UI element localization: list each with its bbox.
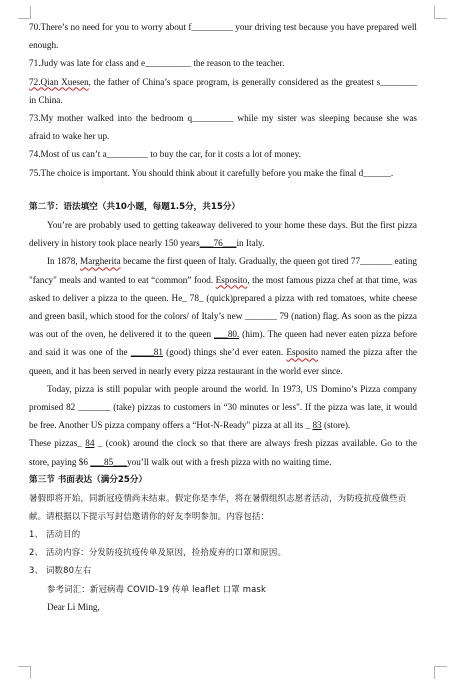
question-74 xyxy=(29,145,417,163)
passage-text: 79 (nation) flag. As soon as the pizza was out of the oven, he delivered it to the queen xyxy=(29,311,417,340)
writing-point-2: 2、 活动内容：分发防疫抗疫传单及原因，捡拾废弃的口罩和原因。 xyxy=(29,547,287,558)
proper-name: Esposito xyxy=(215,274,248,285)
passage-paragraph-2 xyxy=(29,252,417,379)
writing-point-1: 1、 活动目的 xyxy=(29,529,81,540)
answer-blank: ___80. xyxy=(214,329,240,340)
answer-blank: _______ xyxy=(244,311,277,322)
section-heading-grammar: 第二节：语法填空（共10小题，每题1.5分，共15分） xyxy=(29,201,241,212)
answer-blank: ___76___ xyxy=(199,238,237,249)
proper-name: 72.Qian Xuesen xyxy=(29,76,89,87)
question-text: , the father of China’s space program, is generally considered as the greatest s xyxy=(88,76,381,87)
question-70 xyxy=(29,18,417,54)
question-text: 70.There’s no need for you to worry about f xyxy=(29,22,192,32)
answer-blank: 83 xyxy=(312,420,322,431)
passage-text: In 1878, xyxy=(47,256,80,267)
passage-text: Today, pizza is still popular with people around the world. In 1973, US Domino’s Pizza company promised 82 xyxy=(29,383,417,413)
document-content xyxy=(29,18,417,616)
answer-blank: ________ xyxy=(380,76,417,87)
passage-text: _ (cook) around the clock so that there are always fresh pizzas available. Go to the store, paying $6 xyxy=(29,438,417,467)
answer-blank: ___85___ xyxy=(90,456,127,467)
passage-paragraph-3 xyxy=(29,380,417,435)
answer-blank: _________ xyxy=(106,149,149,160)
passage-text: became the first queen of Italy. Gradually, the queen got tired 77 xyxy=(120,256,361,267)
passage-paragraph-4 xyxy=(29,434,417,470)
passage-text: , the most famous pizza chef at that time, was asked to deliver a pizza to the queen. He_ 78_ (quick)prepared a pizza with red tomatoes, white cheese and green basil, which stood for the colors/ of Italy’s new xyxy=(29,274,417,322)
question-71 xyxy=(29,54,417,72)
question-text: 73.My mother walked into the bedroom q xyxy=(29,113,193,124)
passage-text: (store). xyxy=(321,420,351,431)
question-73 xyxy=(29,109,417,145)
section-heading-writing: 第三节 书面表达（满分25分） xyxy=(29,474,148,485)
answer-blank: __________ xyxy=(145,58,192,69)
question-text: in China. xyxy=(29,94,63,105)
passage-text: (him). The queen had never eaten pizza before and said it was one of the xyxy=(29,329,418,358)
question-text: while my sister was sleeping because she was afraid to wake her up. xyxy=(29,113,417,142)
passage-text: These pizzas_ xyxy=(29,438,86,449)
question-text: to buy the car, for it costs a lot of money. xyxy=(148,149,301,160)
passage-text: (good) things she’d ever eaten. xyxy=(162,347,287,358)
passage-text: eating "fancy" meals and wanted to eat “common” food. xyxy=(29,256,418,285)
question-75 xyxy=(29,164,417,182)
answer-blank: _______ xyxy=(360,256,393,267)
question-text: . xyxy=(390,167,394,178)
passage-text: you’ll walk out with a fresh pizza with no waiting time. xyxy=(127,456,332,467)
question-72 xyxy=(29,73,417,109)
question-text: your driving test because you have prepared well enough. xyxy=(29,22,417,51)
answer-blank: ______ xyxy=(363,167,391,178)
proper-name: Esposito xyxy=(286,347,318,358)
question-text: the reason to the teacher. xyxy=(191,58,285,69)
question-text: 74.Most of us can’t a xyxy=(29,149,107,160)
proper-name: Margherita xyxy=(79,256,121,267)
question-text: 71.Judy was late for class and e xyxy=(29,58,146,69)
answer-blank: _____81 xyxy=(130,347,163,358)
answer-blank: _________ xyxy=(192,113,234,124)
section-spacer xyxy=(29,182,417,198)
question-text: 75.The choice is important. You should think about it carefully before you make the final d xyxy=(29,167,364,178)
reference-vocabulary: 参考词汇：新冠病毒 COVID-19 传单 leaflet 口罩 mask xyxy=(47,583,267,594)
passage-text: in Italy. xyxy=(236,238,265,249)
letter-salutation: Dear Li Ming, xyxy=(47,601,100,612)
answer-blank: 84 xyxy=(85,438,95,449)
answer-blank: _______ xyxy=(78,402,111,413)
corner-mark-bottom-left xyxy=(18,666,31,679)
corner-mark-top-right xyxy=(434,6,447,19)
passage-paragraph-1 xyxy=(29,216,417,252)
corner-mark-bottom-right xyxy=(434,666,447,679)
passage-text: (take) pizzas to customers in “30 minutes or less". If the pizza was late, it would be free. Another US pizza company offers a “Hot-N-Ready" pizza at all its _ xyxy=(29,402,417,431)
writing-point-3: 3、 词数80左右 xyxy=(29,565,92,576)
passage-text: named the pizza after the queen, and it has been served in nearly every pizza restaurant in the world ever since. xyxy=(29,347,418,376)
passage-text: You’re are probably used to getting takeaway delivered to your home these days. But the first pizza delivery in history took place nearly 150 years xyxy=(29,220,417,249)
writing-prompt: 暑假即将开始，同新冠疫情尚未结束。假定你是李华，将在暑假组织志愿者活动，为防疫抗疫做些贡献。请根据以下提示写封信邀请你的好友李明参加。内容包括： xyxy=(29,493,407,522)
answer-blank: _________ xyxy=(191,22,233,32)
